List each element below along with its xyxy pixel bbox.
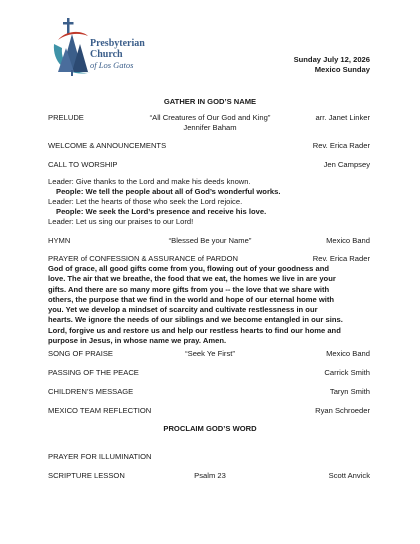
peace-label: PASSING OF THE PEACE bbox=[48, 368, 139, 377]
peace-leader: Carrick Smith bbox=[324, 368, 370, 377]
logo-name-line2: Church bbox=[90, 49, 123, 60]
prayer-line: hearts. We ignore the needs of our siblings and we become entangled in our sins. bbox=[48, 315, 343, 325]
prayer-line: God of grace, all good gifts come from you, flowing out of your goodness and bbox=[48, 264, 329, 273]
call-to-worship-litany bbox=[48, 177, 378, 227]
hymn-title: “Blessed Be your Name” bbox=[168, 236, 252, 245]
litany-line: Leader: Give thanks to the Lord and make his deeds known. bbox=[48, 177, 251, 186]
hymn-label: HYMN bbox=[48, 236, 71, 245]
welcome-leader: Rev. Erica Rader bbox=[312, 141, 370, 150]
scripture-label: SCRIPTURE LESSON bbox=[48, 471, 125, 480]
prayer-line: you. Yet we develop a mindset of scarcity and cultivate restlessness in our bbox=[48, 305, 318, 315]
prelude-performer: Jennifer Baham bbox=[183, 123, 237, 132]
service-occasion: Mexico Sunday bbox=[314, 65, 370, 74]
prayer-line: Lord, forgive us and restore us and help our restless hearts to find our home and bbox=[48, 325, 341, 335]
section-title-gather: GATHER IN GOD’S NAME bbox=[163, 97, 257, 106]
children-message-leader: Taryn Smith bbox=[329, 387, 370, 396]
reflection-label: MEXICO TEAM REFLECTION bbox=[48, 406, 152, 415]
litany-line: Leader: Let the hearts of those who seek the Lord rejoice. bbox=[48, 197, 243, 206]
song-of-praise-title: “Seek Ye First” bbox=[185, 349, 235, 358]
prayer-line: love. The air that we breathe, the food that we eat, the homes we live in are your bbox=[48, 274, 336, 284]
call-to-worship-leader: Jen Campsey bbox=[323, 160, 370, 169]
hymn-leader: Mexico Band bbox=[326, 236, 370, 245]
logo-name-line1: Presbyterian bbox=[90, 38, 145, 49]
welcome-label: WELCOME & ANNOUNCEMENTS bbox=[48, 141, 167, 150]
prelude-credit: arr. Janet Linker bbox=[315, 113, 370, 122]
song-of-praise-label: SONG OF PRAISE bbox=[48, 349, 113, 358]
litany-line-people: People: We tell the people about all of God’s wonderful works. bbox=[56, 187, 281, 196]
prelude-title: “All Creatures of Our God and King” bbox=[149, 113, 271, 122]
confession-prayer bbox=[48, 264, 378, 346]
confession-leader: Rev. Erica Rader bbox=[312, 254, 370, 263]
logo-name-line3: of Los Gatos bbox=[90, 60, 134, 70]
song-of-praise-leader: Mexico Band bbox=[326, 349, 370, 358]
litany-line: Leader: Let us sing our praises to our Lord! bbox=[48, 217, 194, 226]
prayer-line: purpose in Jesus, in whose name we pray. Amen. bbox=[48, 336, 227, 346]
children-message-label: CHILDREN’S MESSAGE bbox=[48, 387, 134, 396]
confession-label: PRAYER of CONFESSION & ASSURANCE of PARDON bbox=[48, 254, 239, 263]
section-title-proclaim: PROCLAIM GOD’S WORD bbox=[163, 424, 257, 433]
prelude-label: PRELUDE bbox=[48, 113, 84, 122]
prayer-line: gifts. And there are so many more gifts from you -- the love that we share with bbox=[48, 284, 330, 294]
illumination-label: PRAYER FOR ILLUMINATION bbox=[48, 452, 152, 461]
litany-line-people: People: We seek the Lord’s presence and receive his love. bbox=[56, 207, 267, 216]
reflection-leader: Ryan Schroeder bbox=[315, 406, 370, 415]
church-logo bbox=[48, 18, 148, 88]
service-date: Sunday July 12, 2026 bbox=[293, 55, 370, 64]
scripture-leader: Scott Anvick bbox=[328, 471, 370, 480]
call-to-worship-label: CALL TO WORSHIP bbox=[48, 160, 118, 169]
prayer-line: others, the purpose that we find in the world and hope of our eternal home with bbox=[48, 294, 335, 304]
scripture-title: Psalm 23 bbox=[194, 471, 226, 480]
